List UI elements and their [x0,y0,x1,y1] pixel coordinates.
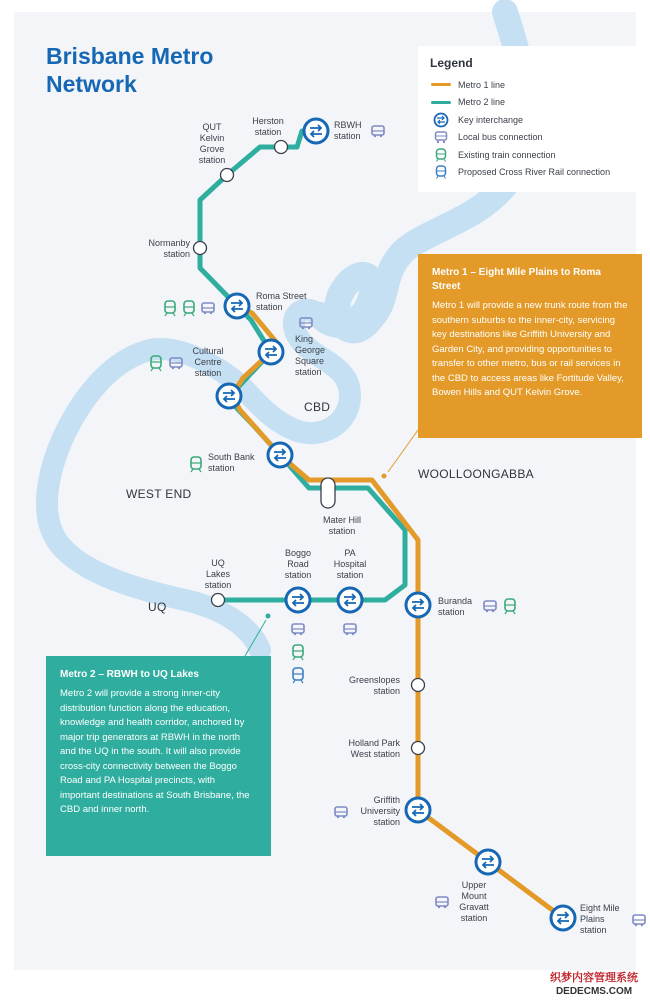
station-label-qut: QUT Kelvin Grove station [198,122,226,165]
train-icon [434,148,448,162]
metro1-line-swatch [431,83,451,86]
station-label-uq: UQ Lakes station [204,558,232,590]
metro1-info-box [418,254,642,438]
station-label-eight-mile: Eight Mile Plains station [580,903,620,935]
station-label-griffith: Griffith University station [360,795,400,827]
station-greenslopes [412,679,425,692]
legend-item-metro2 [430,94,628,112]
watermark-text: 织梦内容管理系统 [550,972,638,984]
train-icon [191,457,201,472]
bus-icon [436,897,448,908]
station-mater [321,478,335,508]
station-label-pa: PA Hospital station [333,548,367,580]
station-label-greenslopes: Greenslopes station [348,675,400,696]
legend [418,46,640,192]
bus-icon [344,624,356,635]
legend-label: Local bus connection [458,132,543,143]
station-label-boggo: Boggo Road station [284,548,312,580]
cross-river-rail-icon [434,165,448,179]
watermark [550,972,638,998]
metro1-box-body: Metro 1 will provide a new trunk route from the southern suburbs to the inner-city, servicing key destinations like Griffith University and Garden City, and providing opportunities to transfer to other metro, bus or rail services in the CBD to access areas like Fortitude Valley, Bowen Hills and QUT Kelvin Grove. [432,300,628,398]
interchange-icon [338,588,362,612]
interchange-icon [225,294,249,318]
station-label-mater: Mater Hill station [322,515,361,536]
station-label-holland: Holland Park West station [348,738,400,759]
interchange-icon [551,906,575,930]
area-label-uq: UQ [148,600,167,614]
bus-icon [292,624,304,635]
interchange-icon [217,384,241,408]
page-title: Brisbane Metro Network [46,43,214,97]
station-normanby [194,242,207,255]
station-label-south-bank: South Bank station [208,452,255,473]
metro2-info-box [46,656,271,856]
station-label-king-george: King George Square station [295,334,326,377]
area-label-cbd: CBD [304,400,331,414]
interchange-icon [286,588,310,612]
station-herston [275,141,288,154]
metro1-box-title: Metro 1 – Eight Mile Plains to Roma Street [432,267,601,292]
legend-label: Proposed Cross River Rail connection [458,167,611,178]
legend-item-interchange [430,111,628,129]
station-label-roma: Roma Street station [256,291,307,312]
bus-icon [202,303,214,314]
station-label-rbwh: RBWH station [334,120,362,141]
interchange-icon [406,593,430,617]
area-label-woolloongabba: WOOLLOONGABBA [418,467,534,481]
bus-icon [434,130,448,144]
station-label-normanby: Normanby station [148,238,190,259]
callout-pointers [46,418,642,656]
train-icon [505,599,515,614]
bus-icon [484,601,496,612]
station-label-cultural: Cultural Centre station [192,346,224,378]
legend-item-metro1 [430,76,628,94]
metro2-box-body: Metro 2 will provide a strong inner-city distribution function along the education, knowledge and health corridor, anchored by major trip generators at RBWH in the north and the UQ in the south. It will also provide cross-city connectivity between the Boggo Road and PA Hospital precincts, with important destinations at South Brisbane, the CBD and inner north. [60,688,250,815]
legend-item-crossriverrail [430,164,628,182]
metro2-box-title: Metro 2 – RBWH to UQ Lakes [60,669,199,680]
area-label-west-end: WEST END [126,487,192,501]
station-qut [221,169,234,182]
interchange-icon [433,112,449,128]
watermark-url: DEDECMS.COM [555,986,633,997]
station-uq [212,594,225,607]
cross-river-rail-icon [293,668,303,683]
interchange-icon [304,119,328,143]
legend-label: Metro 2 line [458,97,506,108]
legend-item-bus [430,129,628,147]
metro2-line-swatch [431,101,451,104]
legend-label: Metro 1 line [458,79,506,90]
legend-label: Key interchange [458,114,524,125]
interchange-icon [268,443,292,467]
train-icon [293,645,303,660]
bus-icon [633,915,645,926]
station-label-herston: Herston station [252,116,284,137]
legend-item-train [430,146,628,164]
station-label-upper-mount: Upper Mount Gravatt station [459,880,489,923]
interchange-icon [259,340,283,364]
interchange-icon [476,850,500,874]
legend-heading: Legend [430,56,473,70]
legend-label: Existing train connection [458,149,556,160]
bus-icon [372,126,384,137]
station-label-buranda: Buranda station [438,596,473,617]
train-icon [184,301,194,316]
interchange-icon [406,798,430,822]
train-icon [165,301,175,316]
station-holland [412,742,425,755]
